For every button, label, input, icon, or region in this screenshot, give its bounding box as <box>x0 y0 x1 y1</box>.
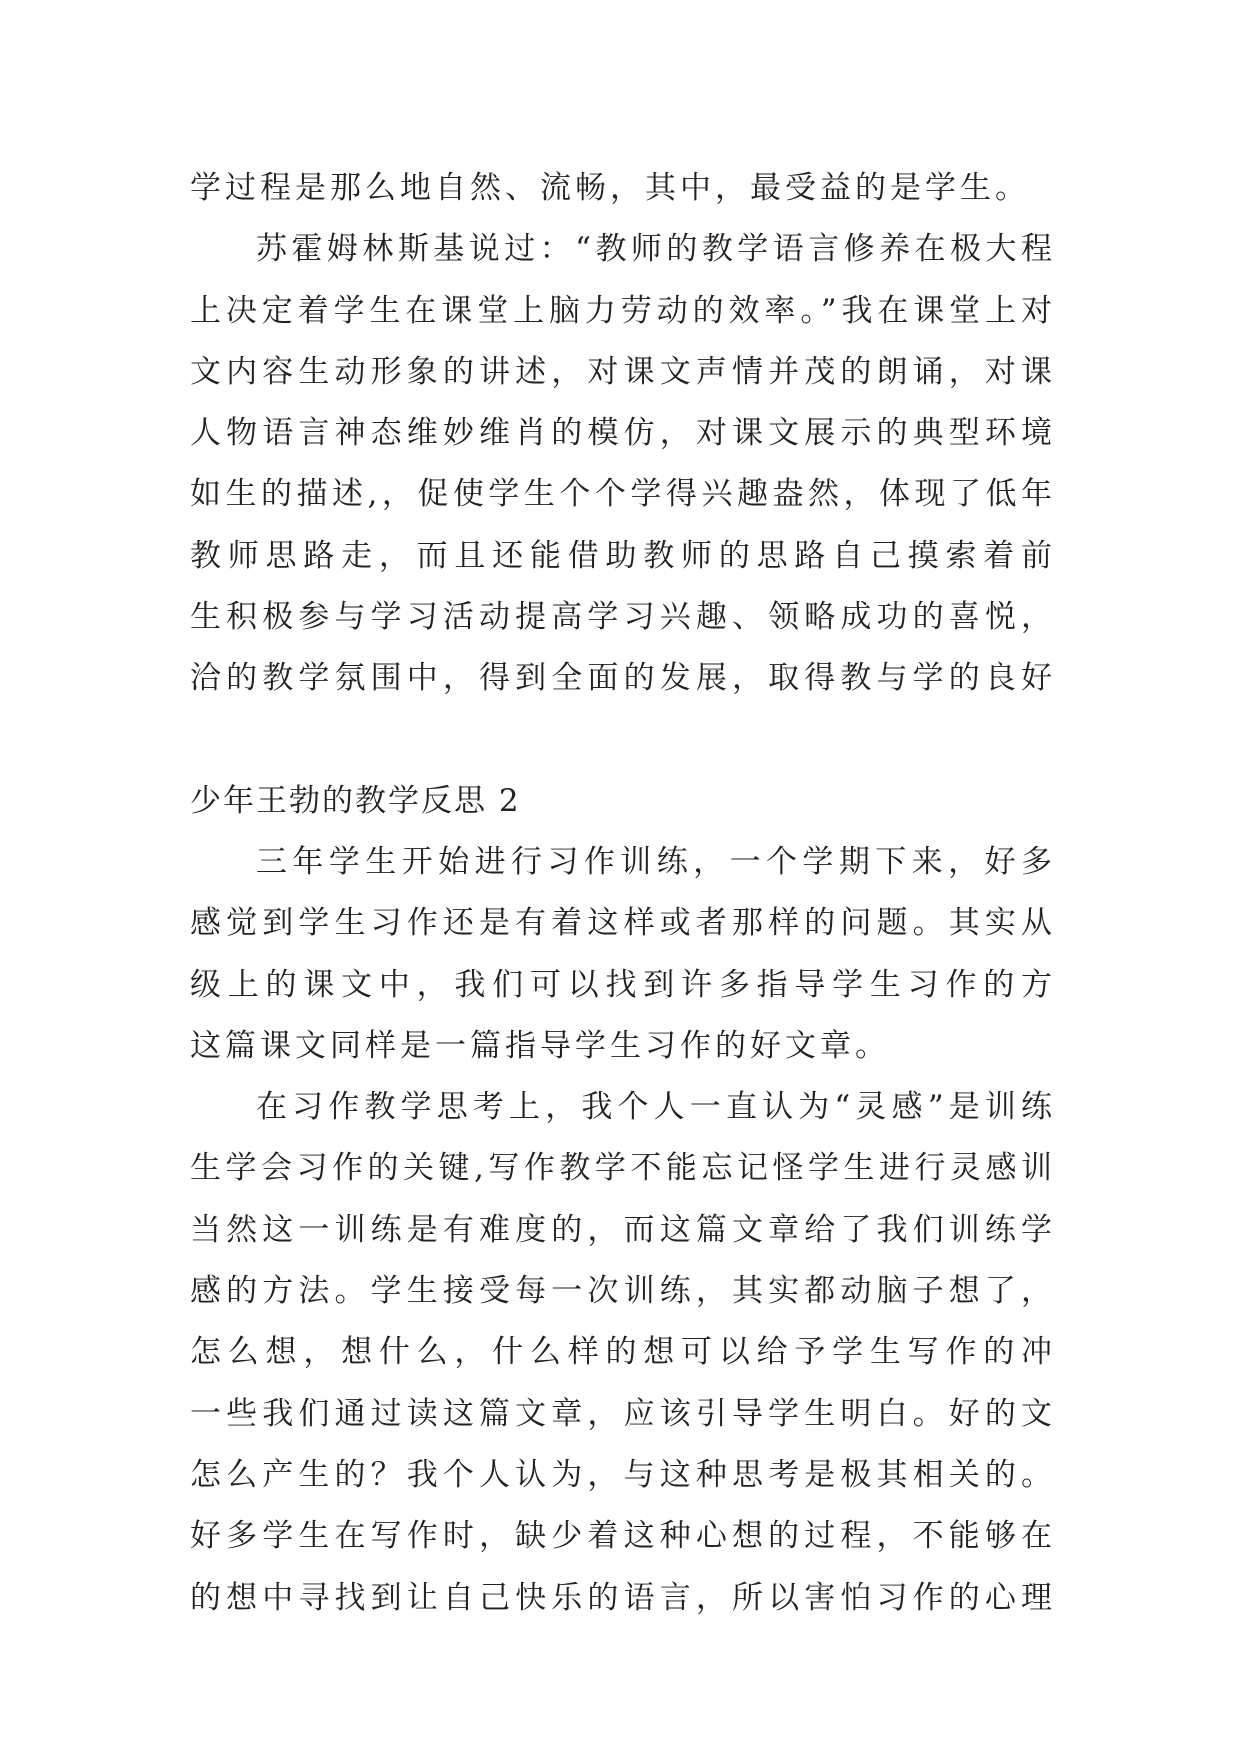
paragraph-line: 苏霍姆林斯基说过：“教师的教学语言修养在极大程 <box>256 231 1056 268</box>
paragraph-line: 在习作教学思考上，我个人一直认为“灵感”是训练 <box>256 1089 1056 1126</box>
paragraph-line: 级上的课文中，我们可以找到许多指导学生习作的方 <box>190 966 1056 1003</box>
paragraph-line: 这篇课文同样是一篇指导学生习作的好文章。 <box>190 1027 890 1064</box>
paragraph <box>190 219 1056 709</box>
paragraph-line: 感觉到学生习作还是有着这样或者那样的问题。其实从 <box>190 905 1056 942</box>
paragraph-line: 如生的描述,，促使学生个个学得兴趣盎然，体现了低年 <box>190 476 1056 513</box>
paragraph-line: 怎么想，想什么，什么样的想可以给予学生写作的冲 <box>190 1334 1056 1371</box>
document-body <box>190 158 1056 1629</box>
paragraph-line: 人物语言神态维妙维肖的模仿，对课文展示的典型环境 <box>190 415 1056 452</box>
paragraph-line: 生积极参与学习活动提高学习兴趣、领略成功的喜悦， <box>190 599 1056 636</box>
section-heading: 少年王勃的教学反思 2 <box>190 782 521 819</box>
paragraph-line: 上决定着学生在课堂上脑力劳动的效率。”我在课堂上对 <box>190 292 1056 329</box>
paragraph-line: 感的方法。学生接受每一次训练，其实都动脑子想了， <box>190 1273 1056 1310</box>
paragraph-line: 怎么产生的？我个人认为，与这种思考是极其相关的。 <box>190 1456 1056 1493</box>
paragraph-line: 的想中寻找到让自己快乐的语言，所以害怕习作的心理 <box>190 1579 1056 1616</box>
paragraph-line: 好多学生在写作时，缺少着这种心想的过程，不能够在 <box>190 1518 1056 1555</box>
paragraph-line: 当然这一训练是有难度的，而这篇文章给了我们训练学 <box>190 1211 1056 1248</box>
paragraph-line: 生学会习作的关键,写作教学不能忘记怪学生进行灵感训 <box>190 1150 1056 1187</box>
paragraph-line: 一些我们通过读这篇文章，应该引导学生明白。好的文 <box>190 1395 1056 1432</box>
paragraph-line: 文内容生动形象的讲述，对课文声情并茂的朗诵，对课 <box>190 353 1056 390</box>
paragraph-line: 学过程是那么地自然、流畅，其中，最受益的是学生。 <box>190 170 1030 206</box>
paragraph <box>190 1077 1056 1629</box>
paragraph-line: 洽的教学氛围中，得到全面的发展，取得教与学的良好 <box>190 660 1056 697</box>
paragraph-line: 三年学生开始进行习作训练，一个学期下来，好多 <box>256 843 1056 880</box>
paragraph <box>190 832 1056 1077</box>
paragraph-line: 教师思路走，而且还能借助教师的思路自己摸索着前 <box>190 537 1056 574</box>
